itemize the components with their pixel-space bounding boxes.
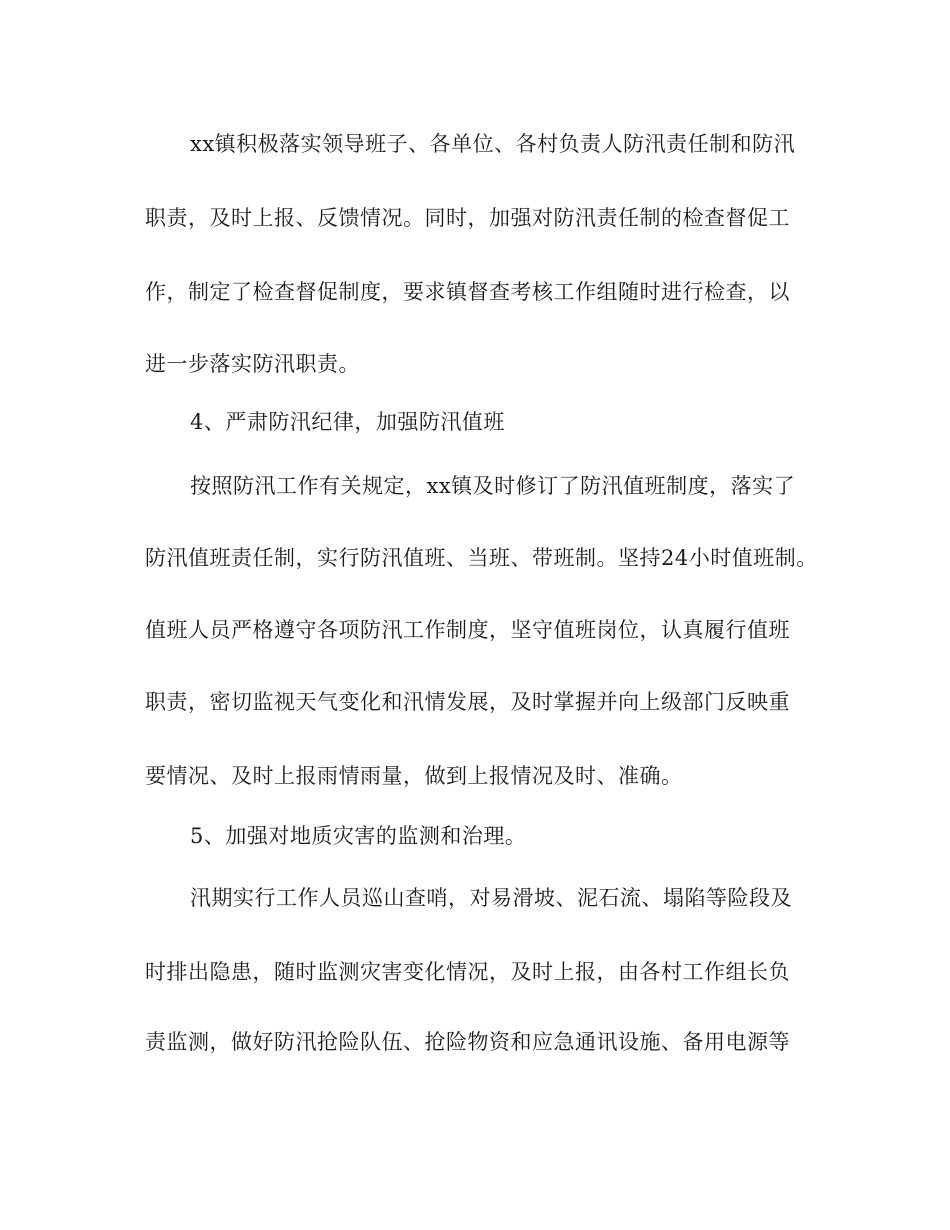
paragraph-line: 职责，及时上报、反馈情况。同时，加强对防汛责任制的检查督促工 [145, 206, 790, 230]
section-heading: 4、严肃防汛纪律，加强防汛值班 [190, 410, 505, 434]
paragraph-line: 按照防汛工作有关规定，xx镇及时修订了防汛值班制度，落实了 [190, 474, 796, 498]
paragraph-line: 汛期实行工作人员巡山查哨，对易滑坡、泥石流、塌陷等险段及 [190, 886, 792, 910]
paragraph-line: 作，制定了检查督促制度，要求镇督查考核工作组随时进行检查，以 [145, 280, 790, 304]
section-heading: 5、加强对地质灾害的监测和治理。 [190, 824, 527, 848]
paragraph-line: xx镇积极落实领导班子、各单位、各村负责人防汛责任制和防汛 [190, 132, 796, 156]
paragraph-line: 责监测，做好防汛抢险队伍、抢险物资和应急通讯设施、备用电源等 [145, 1030, 790, 1054]
paragraph-line: 防汛值班责任制，实行防汛值班、当班、带班制。坚持24小时值班制。 [145, 546, 818, 570]
paragraph-line: 时排出隐患，随时监测灾害变化情况，及时上报，由各村工作组长负 [145, 960, 790, 984]
paragraph-line: 值班人员严格遵守各项防汛工作制度，坚守值班岗位，认真履行值班 [145, 618, 790, 642]
paragraph-line: 进一步落实防汛职责。 [145, 352, 360, 376]
paragraph-line: 要情况、及时上报雨情雨量，做到上报情况及时、准确。 [145, 764, 683, 788]
paragraph-line: 职责，密切监视天气变化和汛情发展，及时掌握并向上级部门反映重 [145, 690, 790, 714]
